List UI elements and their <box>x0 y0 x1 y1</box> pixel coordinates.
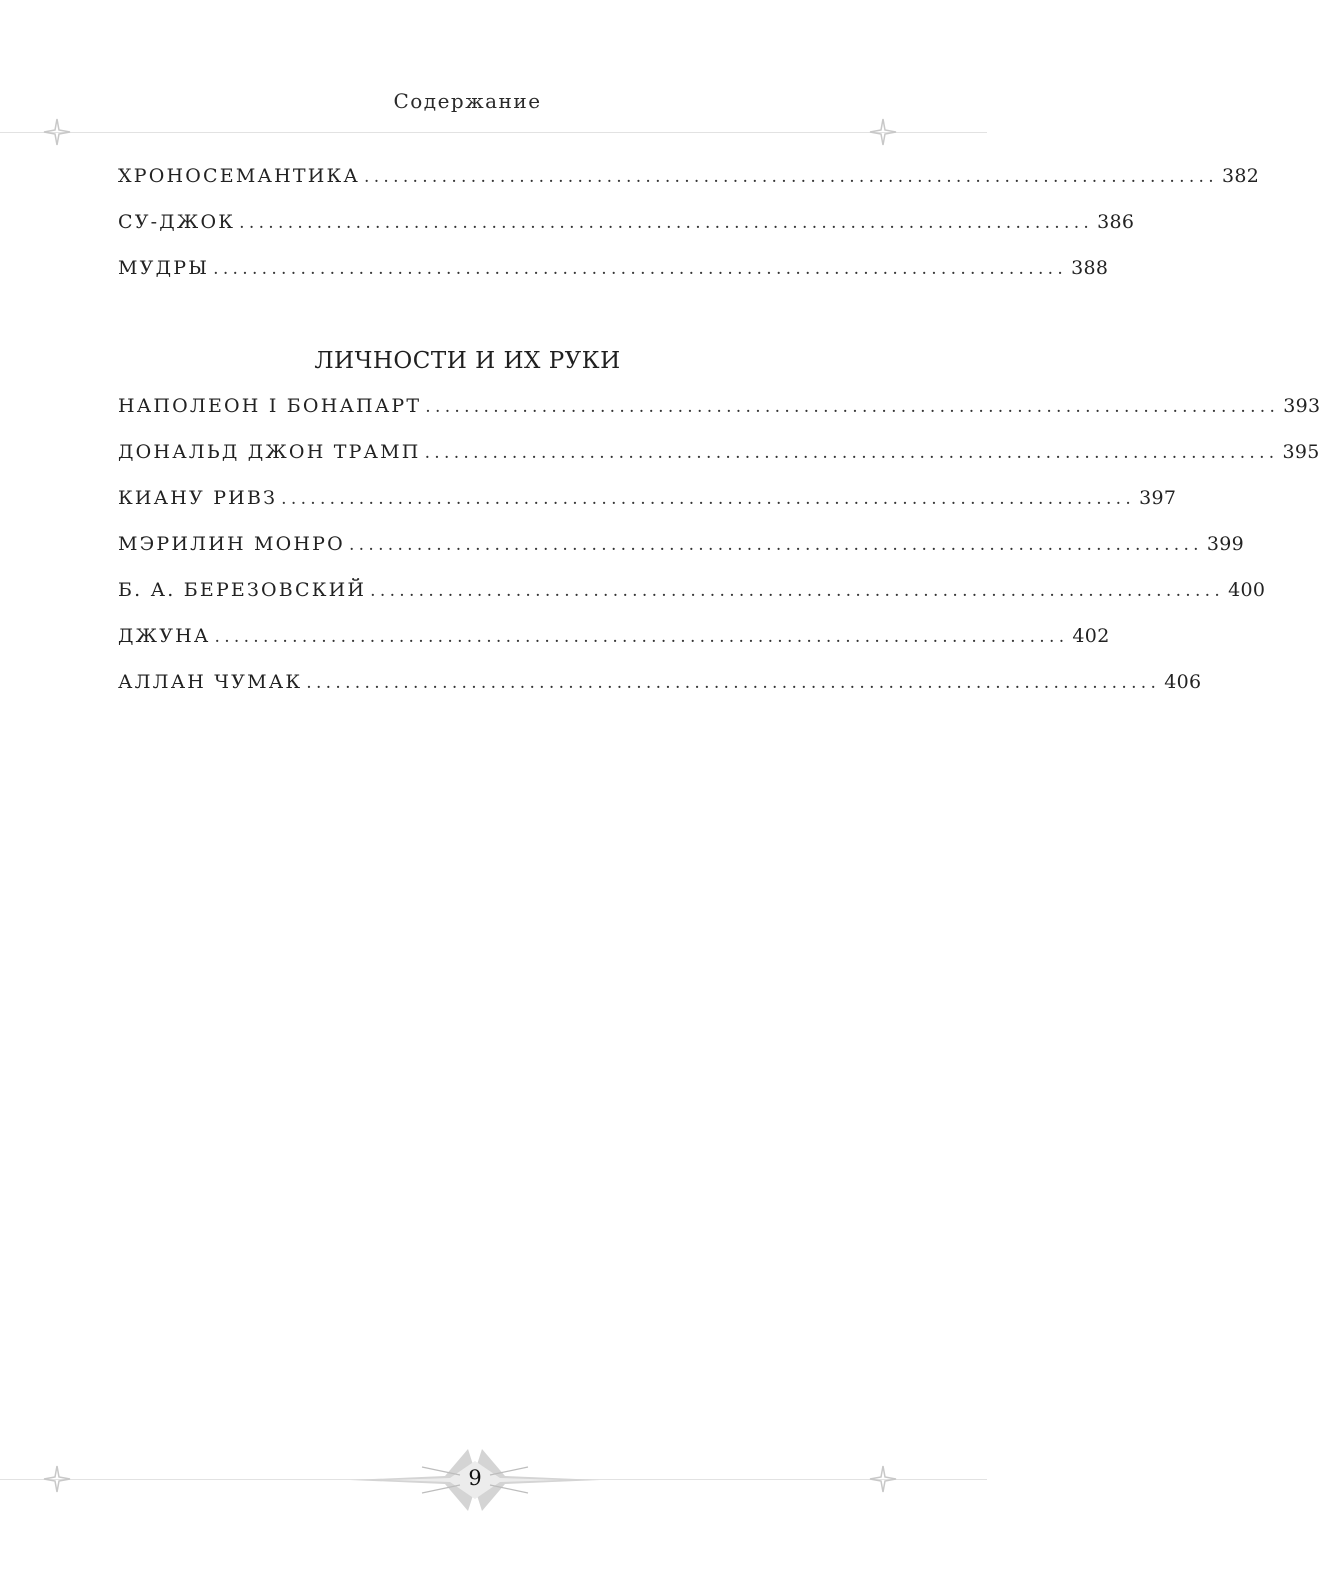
toc-entry-label: КИАНУ РИВЗ <box>118 487 278 509</box>
toc-entry-label: ДОНАЛЬД ДЖОН ТРАМП <box>118 441 421 463</box>
toc-leader-dots: ........................................................................................ <box>239 213 1094 233</box>
toc-leader-dots: ........................................................................................ <box>281 489 1136 509</box>
toc-leader-dots: ........................................................................................ <box>425 397 1280 417</box>
toc-leader-dots: ........................................................................................ <box>306 673 1161 693</box>
toc-leader-dots: ........................................................................................ <box>424 443 1279 463</box>
toc-entry-page: 402 <box>1072 625 1110 647</box>
toc-entry-label: МУДРЫ <box>118 257 210 279</box>
star-ornament-icon <box>870 1466 896 1492</box>
page-title: Содержание <box>393 89 542 113</box>
toc-entry[interactable] <box>118 579 1266 625</box>
toc-entry-page: 393 <box>1283 395 1320 417</box>
toc-leader-dots: ........................................................................................ <box>364 167 1218 187</box>
toc-leader-dots: ........................................................................................ <box>370 581 1225 601</box>
toc-entry[interactable] <box>118 257 1109 303</box>
toc-entry-page: 399 <box>1206 533 1245 555</box>
toc-entry-page: 397 <box>1139 487 1177 509</box>
toc-entry[interactable] <box>118 625 1110 671</box>
star-ornament-icon <box>44 1466 70 1492</box>
page-number: 9 <box>468 1466 482 1490</box>
toc-entry[interactable] <box>118 211 1135 257</box>
toc-entry-page: 386 <box>1097 211 1135 233</box>
toc-list-1 <box>118 165 1260 303</box>
toc-entry-page: 406 <box>1164 671 1202 693</box>
toc-entry-label: АЛЛАН ЧУМАК <box>118 671 303 693</box>
toc-entry-label: СУ-ДЖОК <box>118 211 236 233</box>
toc-list-2 <box>118 395 1320 717</box>
toc-leader-dots: ........................................................................................ <box>348 535 1203 555</box>
toc-entry-label: Б. А. БЕРЕЗОВСКИЙ <box>118 579 367 601</box>
toc-entry[interactable] <box>118 533 1245 579</box>
toc-entry[interactable] <box>118 487 1177 533</box>
header-divider <box>0 132 987 133</box>
toc-entry-page: 395 <box>1282 441 1320 463</box>
toc-entry-label: МЭРИЛИН МОНРО <box>118 533 345 555</box>
toc-entry[interactable] <box>118 165 1260 211</box>
star-ornament-icon <box>44 119 70 145</box>
toc-entry-label: ДЖУНА <box>118 625 211 647</box>
toc-leader-dots: ........................................................................................ <box>213 259 1068 279</box>
section-title: ЛИЧНОСТИ И ИХ РУКИ <box>314 348 621 374</box>
star-ornament-icon <box>870 119 896 145</box>
toc-entry-label: НАПОЛЕОН I БОНАПАРТ <box>118 395 422 417</box>
toc-leader-dots: ........................................................................................ <box>214 627 1069 647</box>
toc-entry-page: 388 <box>1071 257 1109 279</box>
toc-entry[interactable] <box>118 395 1320 441</box>
toc-entry[interactable] <box>118 671 1202 717</box>
toc-entry[interactable] <box>118 441 1320 487</box>
toc-entry-page: 400 <box>1228 579 1266 601</box>
toc-entry-label: ХРОНОСЕМАНТИКА <box>118 165 360 187</box>
toc-entry-page: 382 <box>1221 165 1260 187</box>
